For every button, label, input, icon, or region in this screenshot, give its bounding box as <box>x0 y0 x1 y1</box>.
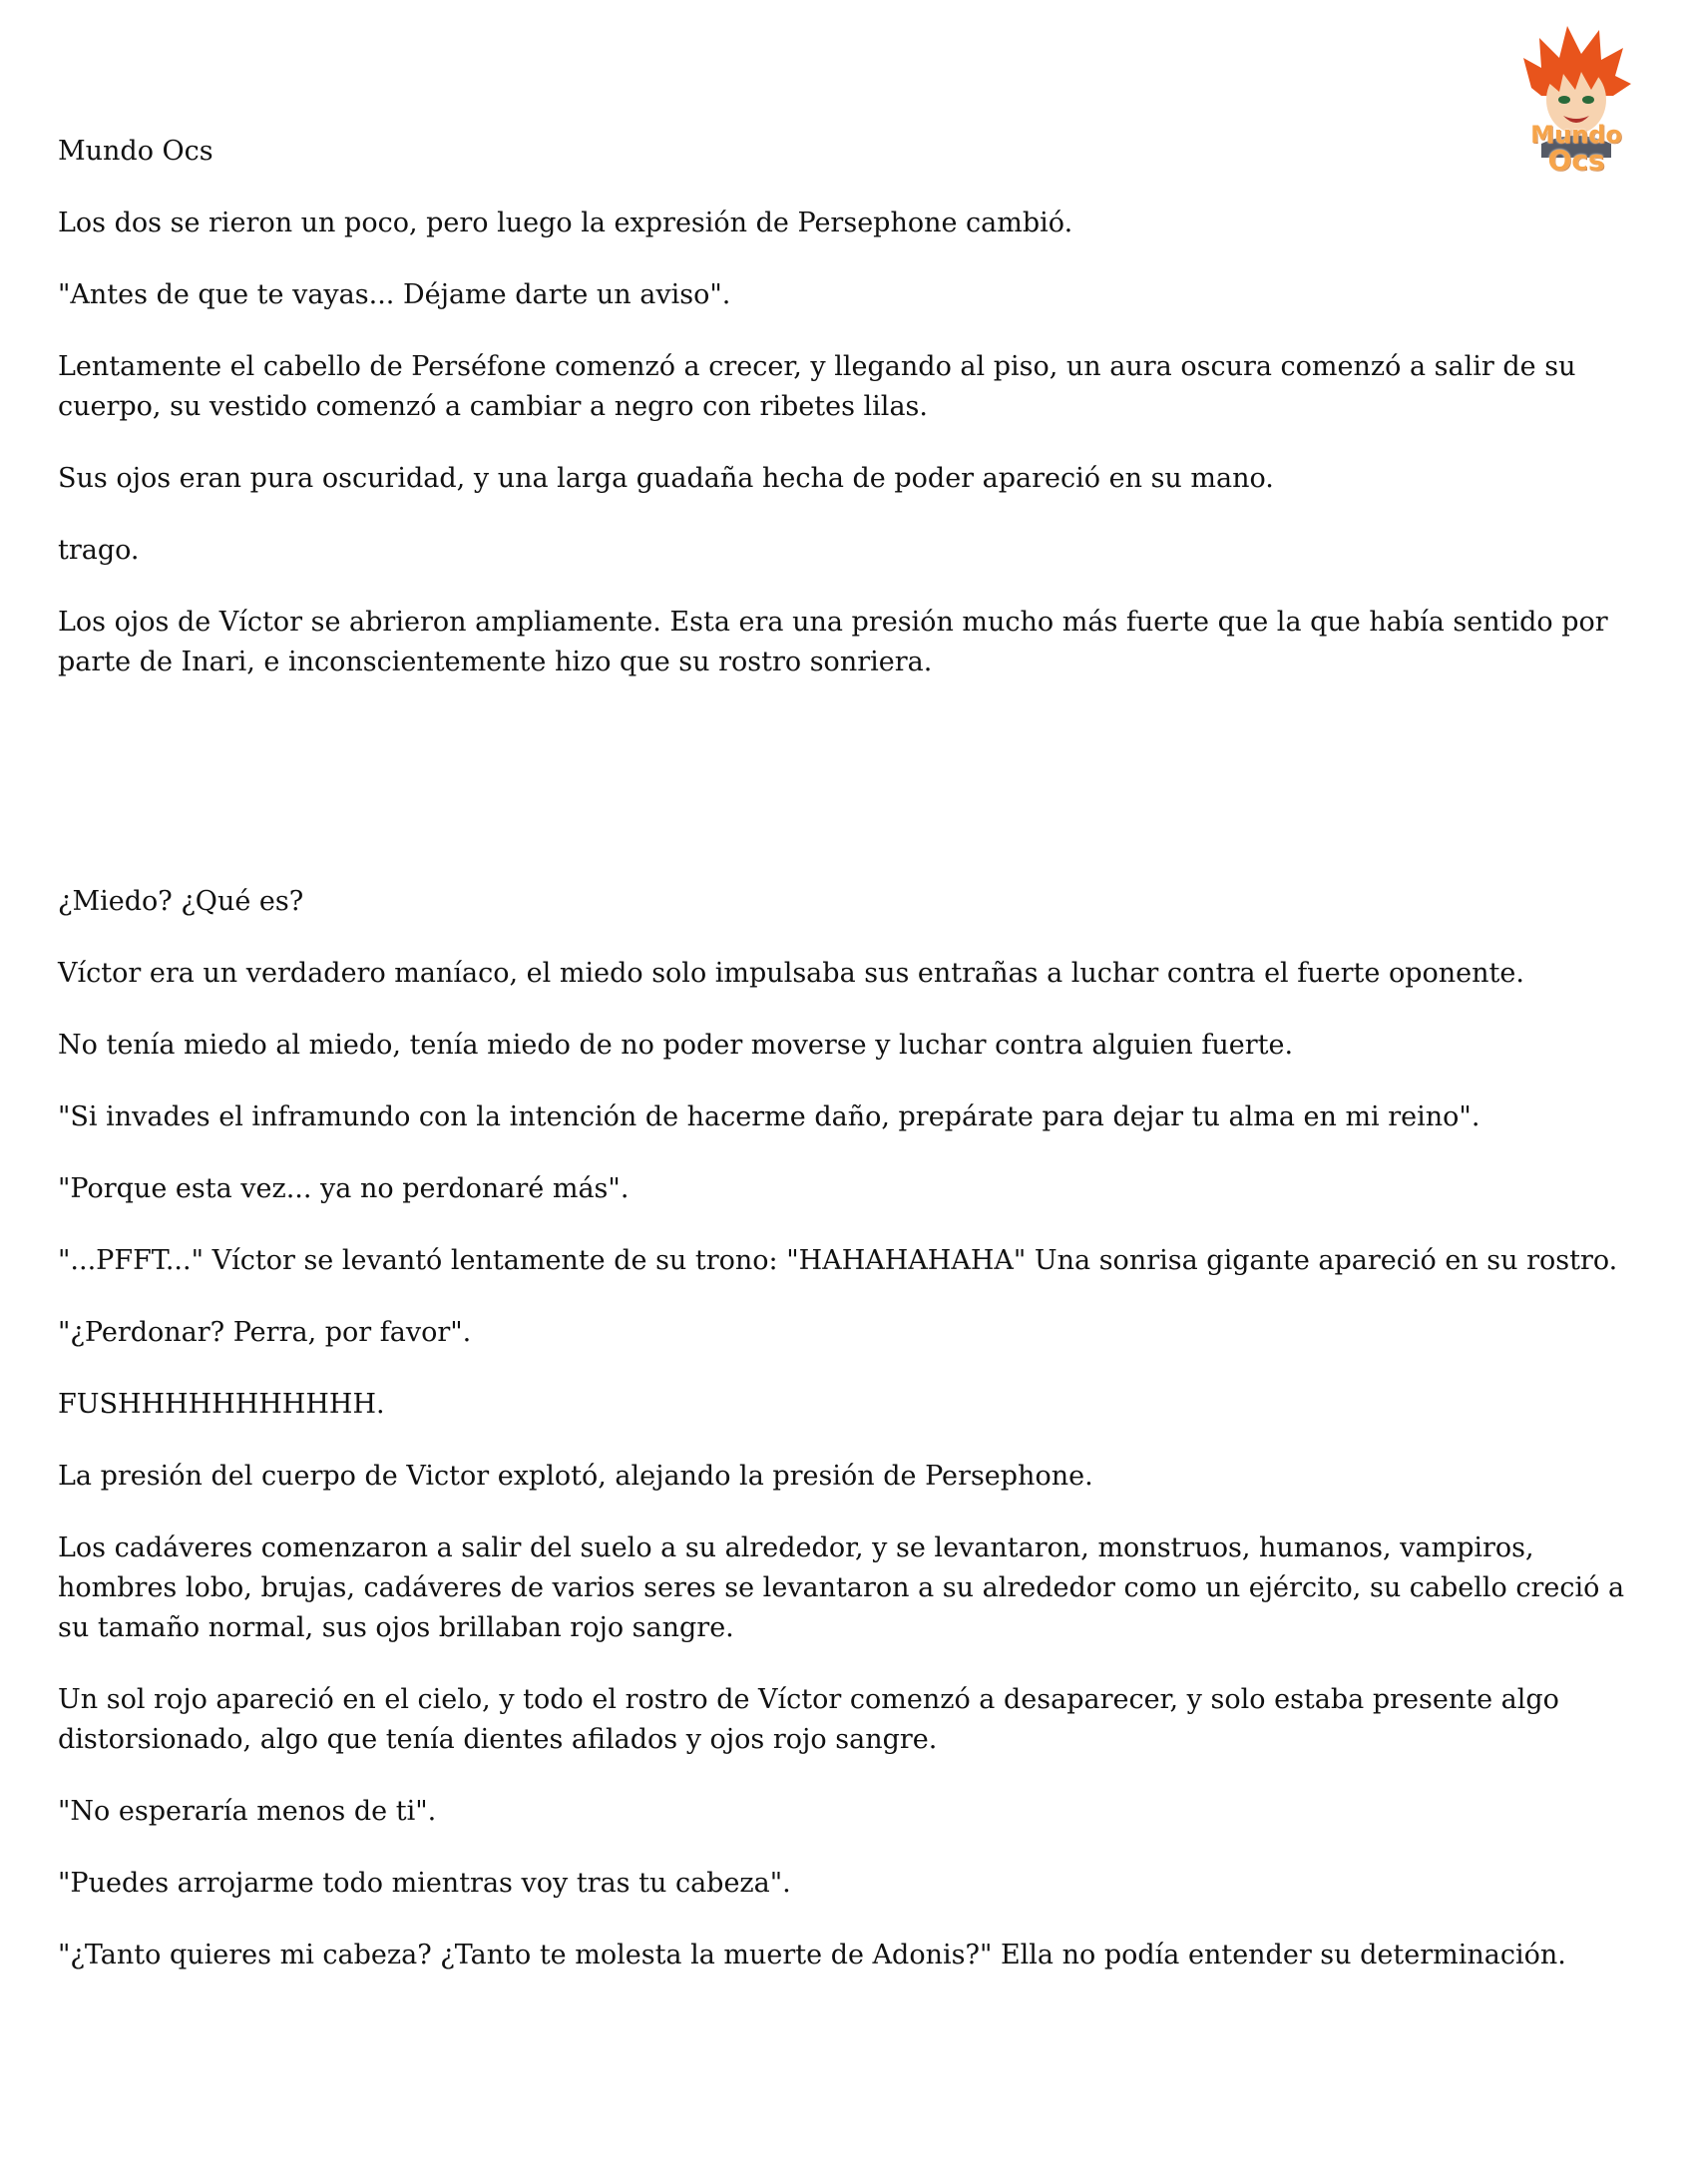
paragraph: ¿Miedo? ¿Qué es? <box>58 886 304 917</box>
document-title: Mundo Ocs <box>58 136 213 167</box>
paragraph: Lentamente el cabello de Perséfone comenzó a crecer, y llegando al piso, un aura oscura comenzó a salir de su cuerpo, su vestido comenzó a cambiar a negro con ribetes lilas. <box>58 351 1576 422</box>
paragraph: La presión del cuerpo de Victor explotó, alejando la presión de Persephone. <box>58 1461 1093 1492</box>
paragraph: "Puedes arrojarme todo mientras voy tras tu cabeza". <box>58 1868 791 1899</box>
paragraph: Los cadáveres comenzaron a salir del suelo a su alrededor, y se levantaron, monstruos, humanos, vampiros, hombres lobo, brujas, cadáveres de varios seres se levantaron a su alrededor como un ejército, su cabello creció a su tamaño normal, sus ojos brillaban rojo sangre. <box>58 1532 1625 1643</box>
paragraph: "Antes de que te vayas... Déjame darte un aviso". <box>58 279 731 310</box>
paragraph: "Porque esta vez... ya no perdonaré más". <box>58 1173 630 1204</box>
paragraph: Sus ojos eran pura oscuridad, y una larga guadaña hecha de poder apareció en su mano. <box>58 463 1274 494</box>
paragraph: Víctor era un verdadero maníaco, el miedo solo impulsaba sus entrañas a luchar contra el fuerte oponente. <box>58 958 1524 989</box>
paragraph: "No esperaría menos de ti". <box>58 1796 437 1827</box>
document-body <box>58 132 1644 2007</box>
paragraph: Los dos se rieron un poco, pero luego la expresión de Persephone cambió. <box>58 208 1073 238</box>
paragraph: trago. <box>58 535 140 566</box>
logo-text-line1: Mundo <box>1530 121 1622 149</box>
paragraph: Un sol rojo apareció en el cielo, y todo el rostro de Víctor comenzó a desaparecer, y solo estaba presente algo distorsionado, algo que tenía dientes afilados y ojos rojo sangre. <box>58 1684 1559 1755</box>
section-gap <box>58 714 1644 882</box>
paragraph: No tenía miedo al miedo, tenía miedo de no poder moverse y luchar contra alguien fuerte. <box>58 1030 1294 1061</box>
paragraph: "¿Tanto quieres mi cabeza? ¿Tanto te molesta la muerte de Adonis?" Ella no podía entender su determinación. <box>58 1940 1566 1970</box>
paragraph: Los ojos de Víctor se abrieron ampliamente. Esta era una presión mucho más fuerte que la que había sentido por parte de Inari, e inconscientemente hizo que su rostro sonriera. <box>58 607 1608 677</box>
paragraph: "Si invades el inframundo con la intención de hacerme daño, prepárate para dejar tu alma en mi reino". <box>58 1101 1480 1132</box>
paragraph-group-top <box>58 204 1644 682</box>
paragraph: "¿Perdonar? Perra, por favor". <box>58 1317 472 1348</box>
paragraph-group-bottom <box>58 882 1644 1975</box>
paragraph: "...PFFT..." Víctor se levantó lentamente de su trono: "HAHAHAHAHA" Una sonrisa gigante apareció en su rostro. <box>58 1245 1618 1276</box>
paragraph: FUSHHHHHHHHHHH. <box>58 1389 385 1420</box>
logo-text-line2: Ocs <box>1547 144 1605 177</box>
